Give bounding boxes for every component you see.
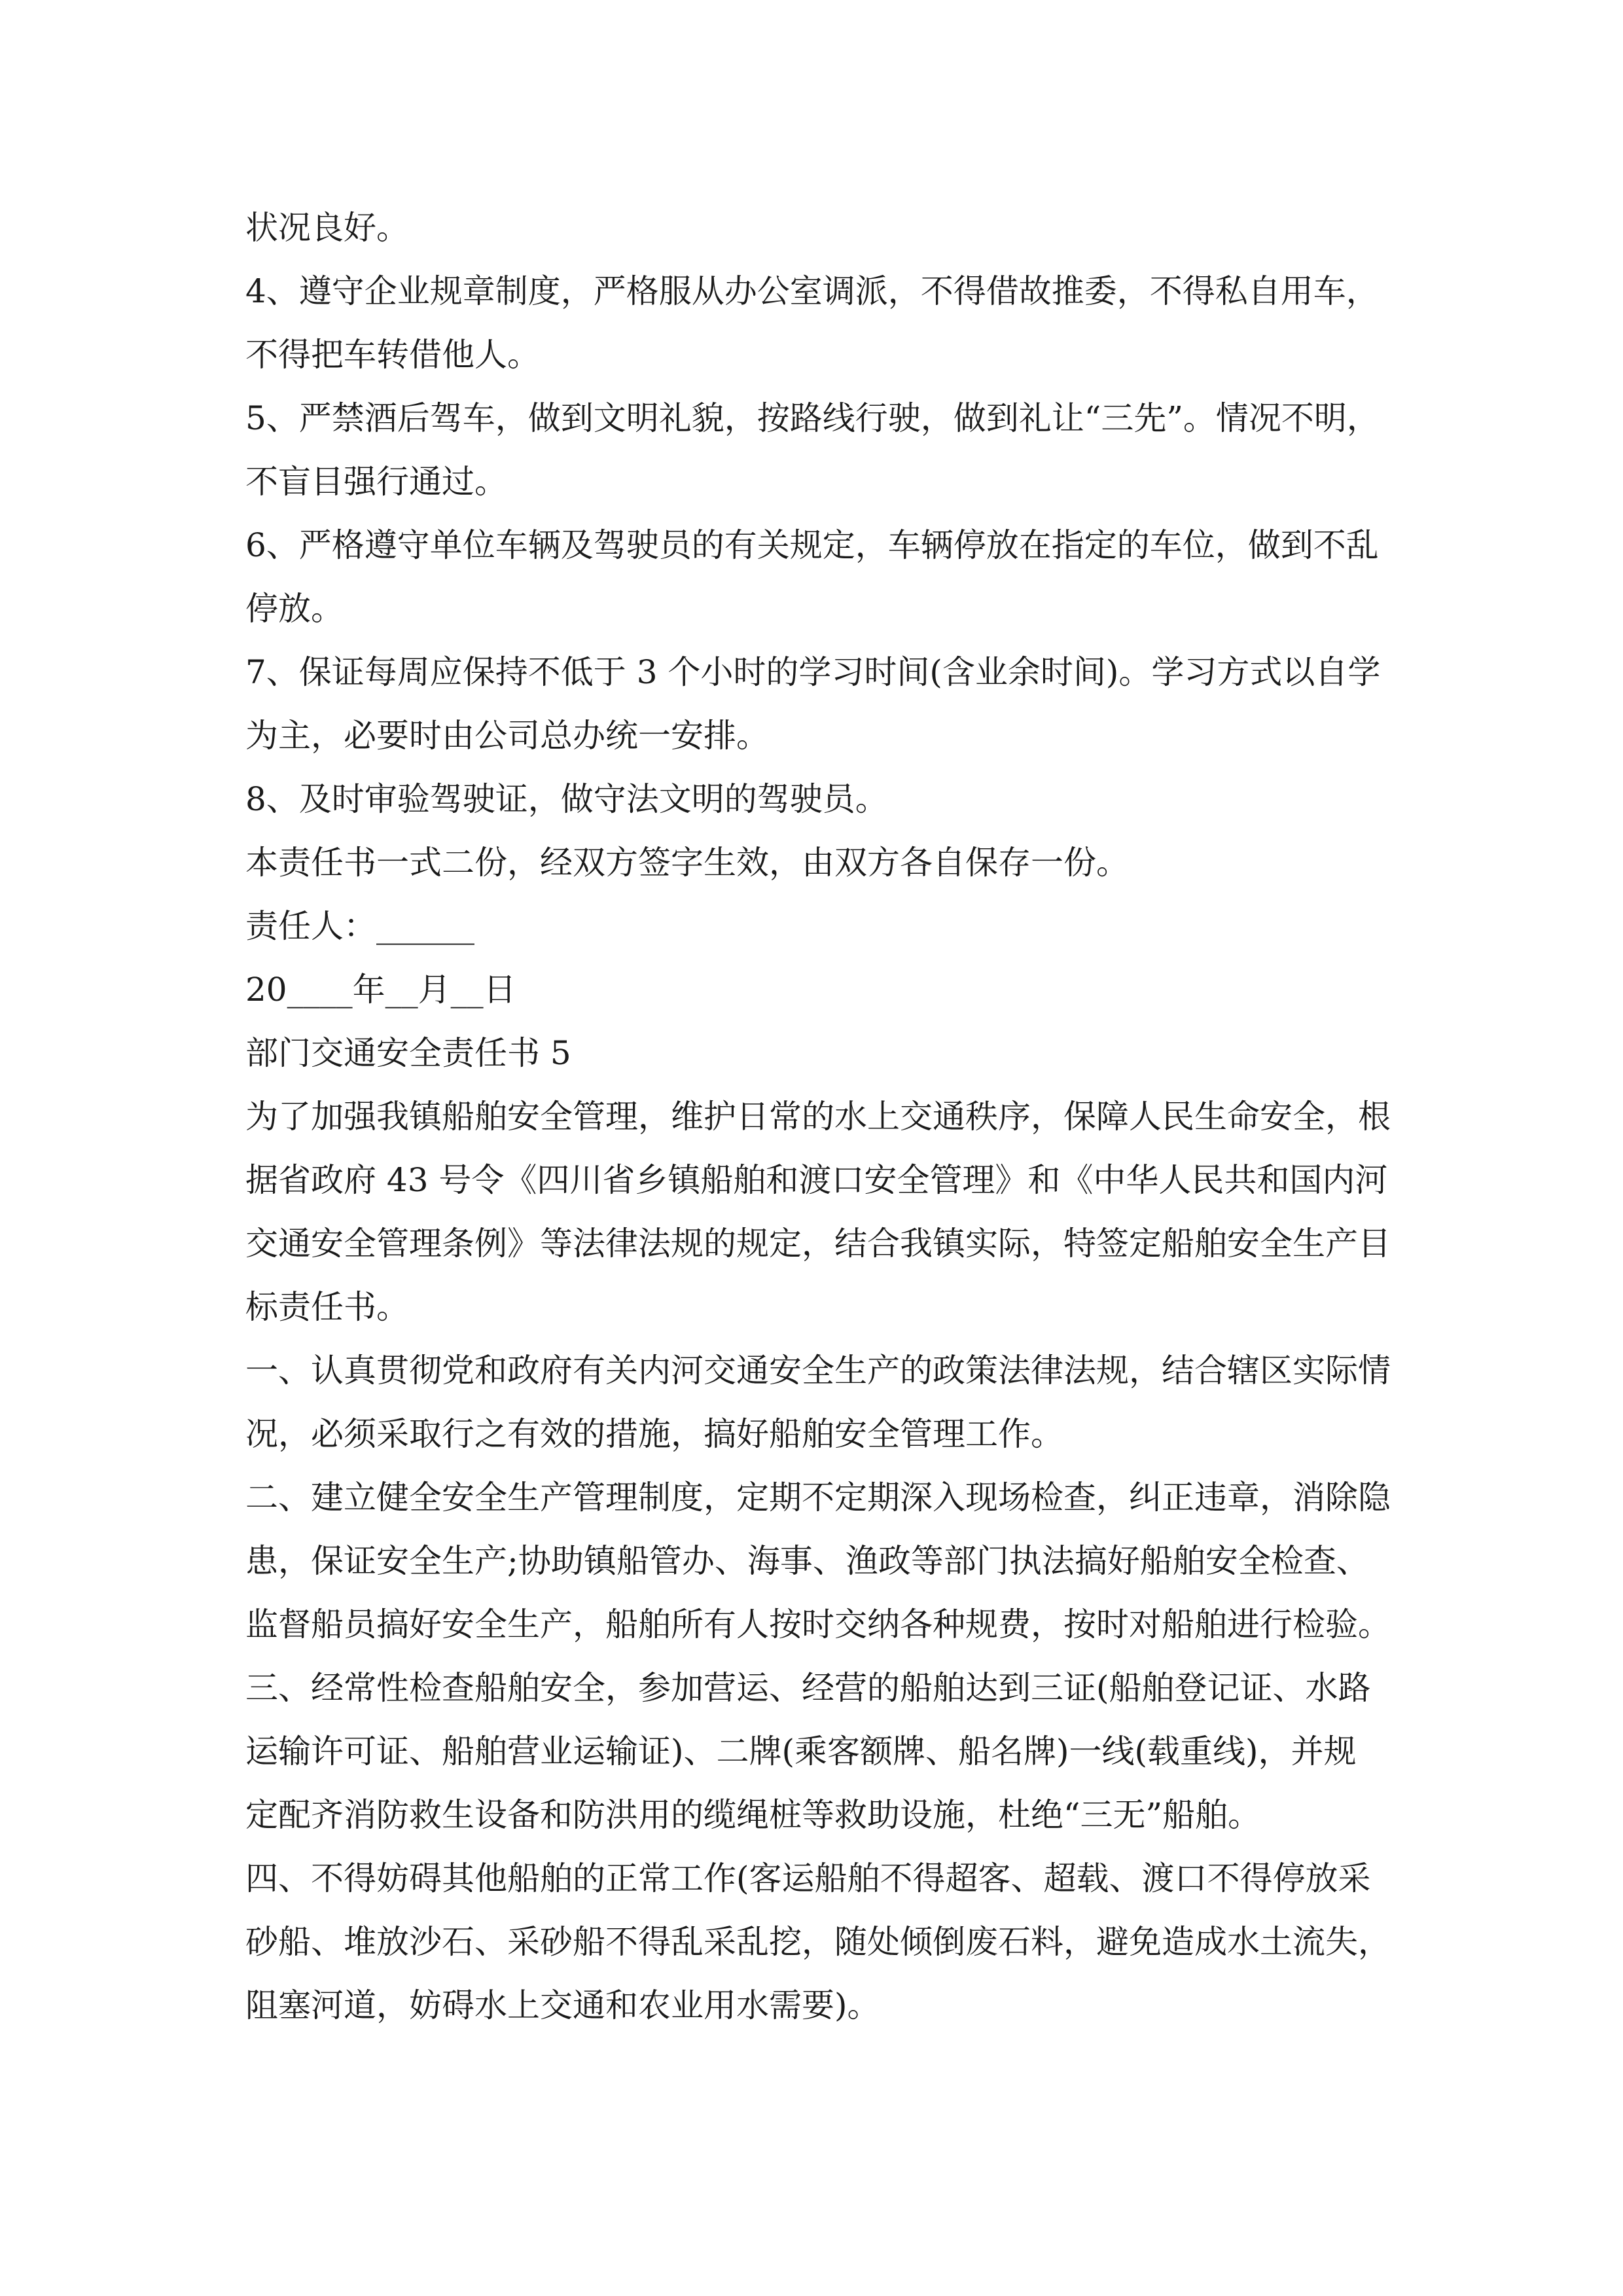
text-line: 不得把车转借他人。 xyxy=(245,336,540,374)
text-line: 为主，必要时由公司总办统一安排。 xyxy=(245,717,769,755)
text-line: 不盲目强行通过。 xyxy=(245,463,507,501)
signature-line: 责任人：______ xyxy=(245,907,474,945)
text-line: 阻塞河道，妨碍水上交通和农业用水需要)。 xyxy=(245,1986,880,2024)
text-line: 运输许可证、船舶营业运输证)、二牌(乘客额牌、船名牌)一线(载重线)，并规 xyxy=(245,1732,1357,1770)
text-line: 为了加强我镇船舶安全管理，维护日常的水上交通秩序，保障人民生命安全，根 xyxy=(245,1098,1391,1136)
text-line: 本责任书一式二份，经双方签字生效，由双方各自保存一份。 xyxy=(245,844,1129,882)
text-line: 交通安全管理条例》等法律法规的规定，结合我镇实际，特签定船舶安全生产目 xyxy=(245,1225,1391,1263)
text-line: 四、不得妨碍其他船舶的正常工作(客运船舶不得超客、超载、渡口不得停放采 xyxy=(245,1859,1371,1897)
text-line: 砂船、堆放沙石、采砂船不得乱采乱挖，随处倾倒废石料，避免造成水土流失， xyxy=(245,1923,1391,1961)
date-line: 20____年__月__日 xyxy=(245,971,516,1009)
text-line: 停放。 xyxy=(245,590,344,628)
text-line: 三、经常性检查船舶安全，参加营运、经营的船舶达到三证(船舶登记证、水路 xyxy=(245,1669,1371,1707)
text-line: 8、及时审验驾驶证，做守法文明的驾驶员。 xyxy=(245,780,888,818)
text-line: 二、建立健全安全生产管理制度，定期不定期深入现场检查，纠正违章，消除隐 xyxy=(245,1479,1391,1516)
text-line: 一、认真贯彻党和政府有关内河交通安全生产的政策法律法规，结合辖区实际情 xyxy=(245,1352,1391,1390)
text-line: 4、遵守企业规章制度，严格服从办公室调派，不得借故推委，不得私自用车， xyxy=(245,272,1379,310)
text-line: 7、保证每周应保持不低于 3 个小时的学习时间(含业余时间)。学习方式以自学 xyxy=(245,653,1381,691)
text-line: 状况良好。 xyxy=(245,209,409,247)
text-line: 况，必须采取行之有效的措施，搞好船舶安全管理工作。 xyxy=(245,1415,1063,1453)
text-line: 患，保证安全生产;协助镇船管办、海事、渔政等部门执法搞好船舶安全检查、 xyxy=(245,1542,1369,1580)
text-line: 据省政府 43 号令《四川省乡镇船舶和渡口安全管理》和《中华人民共和国内河 xyxy=(245,1161,1388,1199)
text-line: 定配齐消防救生设备和防洪用的缆绳桩等救助设施，杜绝“三无”船舶。 xyxy=(245,1796,1261,1834)
text-line: 6、严格遵守单位车辆及驾驶员的有关规定，车辆停放在指定的车位，做到不乱 xyxy=(245,526,1379,564)
text-line: 监督船员搞好安全生产，船舶所有人按时交纳各种规费，按时对船舶进行检验。 xyxy=(245,1605,1391,1643)
text-line: 标责任书。 xyxy=(245,1288,409,1326)
document-body xyxy=(245,196,1397,2037)
text-line: 5、严禁酒后驾车，做到文明礼貌，按路线行驶，做到礼让“三先”。情况不明， xyxy=(245,399,1380,437)
section-title: 部门交通安全责任书 5 xyxy=(245,1034,571,1072)
